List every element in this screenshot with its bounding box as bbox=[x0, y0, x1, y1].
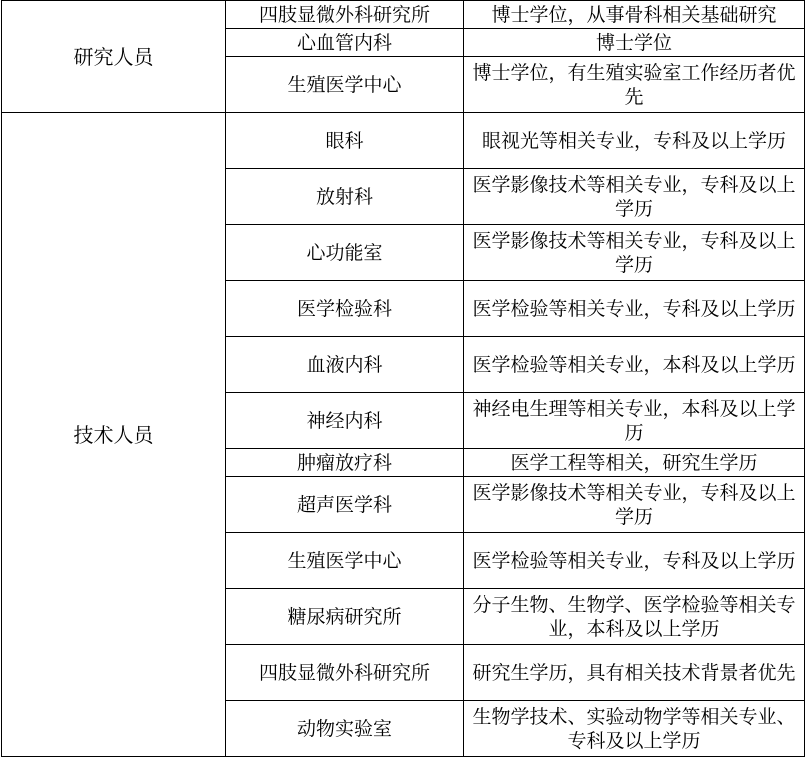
department-cell: 超声医学科 bbox=[226, 477, 464, 533]
requirement-cell: 医学检验等相关专业，专科及以上学历 bbox=[464, 281, 805, 337]
requirement-cell: 医学影像技术等相关专业，专科及以上学历 bbox=[464, 225, 805, 281]
requirement-cell: 博士学位，从事骨科相关基础研究 bbox=[464, 1, 805, 29]
department-cell: 血液内科 bbox=[226, 337, 464, 393]
requirement-cell: 分子生物、生物学、医学检验等相关专业，本科及以上学历 bbox=[464, 589, 805, 645]
requirement-cell: 医学检验等相关专业，本科及以上学历 bbox=[464, 337, 805, 393]
category-cell: 研究人员 bbox=[2, 1, 226, 113]
requirement-cell: 医学影像技术等相关专业，专科及以上学历 bbox=[464, 477, 805, 533]
requirement-cell: 医学检验等相关专业，专科及以上学历 bbox=[464, 533, 805, 589]
category-cell: 技术人员 bbox=[2, 113, 226, 757]
table-row bbox=[2, 113, 805, 169]
requirement-cell: 神经电生理等相关专业，本科及以上学历 bbox=[464, 393, 805, 449]
department-cell: 心功能室 bbox=[226, 225, 464, 281]
department-cell: 四肢显微外科研究所 bbox=[226, 1, 464, 29]
department-cell: 眼科 bbox=[226, 113, 464, 169]
recruitment-table bbox=[1, 0, 805, 757]
department-cell: 生殖医学中心 bbox=[226, 57, 464, 113]
department-cell: 生殖医学中心 bbox=[226, 533, 464, 589]
requirement-cell: 博士学位，有生殖实验室工作经历者优先 bbox=[464, 57, 805, 113]
requirement-cell: 研究生学历，具有相关技术背景者优先 bbox=[464, 645, 805, 701]
requirement-cell: 医学工程等相关，研究生学历 bbox=[464, 449, 805, 477]
requirement-cell: 眼视光等相关专业，专科及以上学历 bbox=[464, 113, 805, 169]
department-cell: 糖尿病研究所 bbox=[226, 589, 464, 645]
department-cell: 心血管内科 bbox=[226, 29, 464, 57]
requirement-cell: 医学影像技术等相关专业，专科及以上学历 bbox=[464, 169, 805, 225]
requirement-cell: 博士学位 bbox=[464, 29, 805, 57]
department-cell: 医学检验科 bbox=[226, 281, 464, 337]
requirement-cell: 生物学技术、实验动物学等相关专业、专科及以上学历 bbox=[464, 701, 805, 757]
department-cell: 四肢显微外科研究所 bbox=[226, 645, 464, 701]
department-cell: 放射科 bbox=[226, 169, 464, 225]
department-cell: 动物实验室 bbox=[226, 701, 464, 757]
department-cell: 神经内科 bbox=[226, 393, 464, 449]
table-row bbox=[2, 1, 805, 29]
department-cell: 肿瘤放疗科 bbox=[226, 449, 464, 477]
